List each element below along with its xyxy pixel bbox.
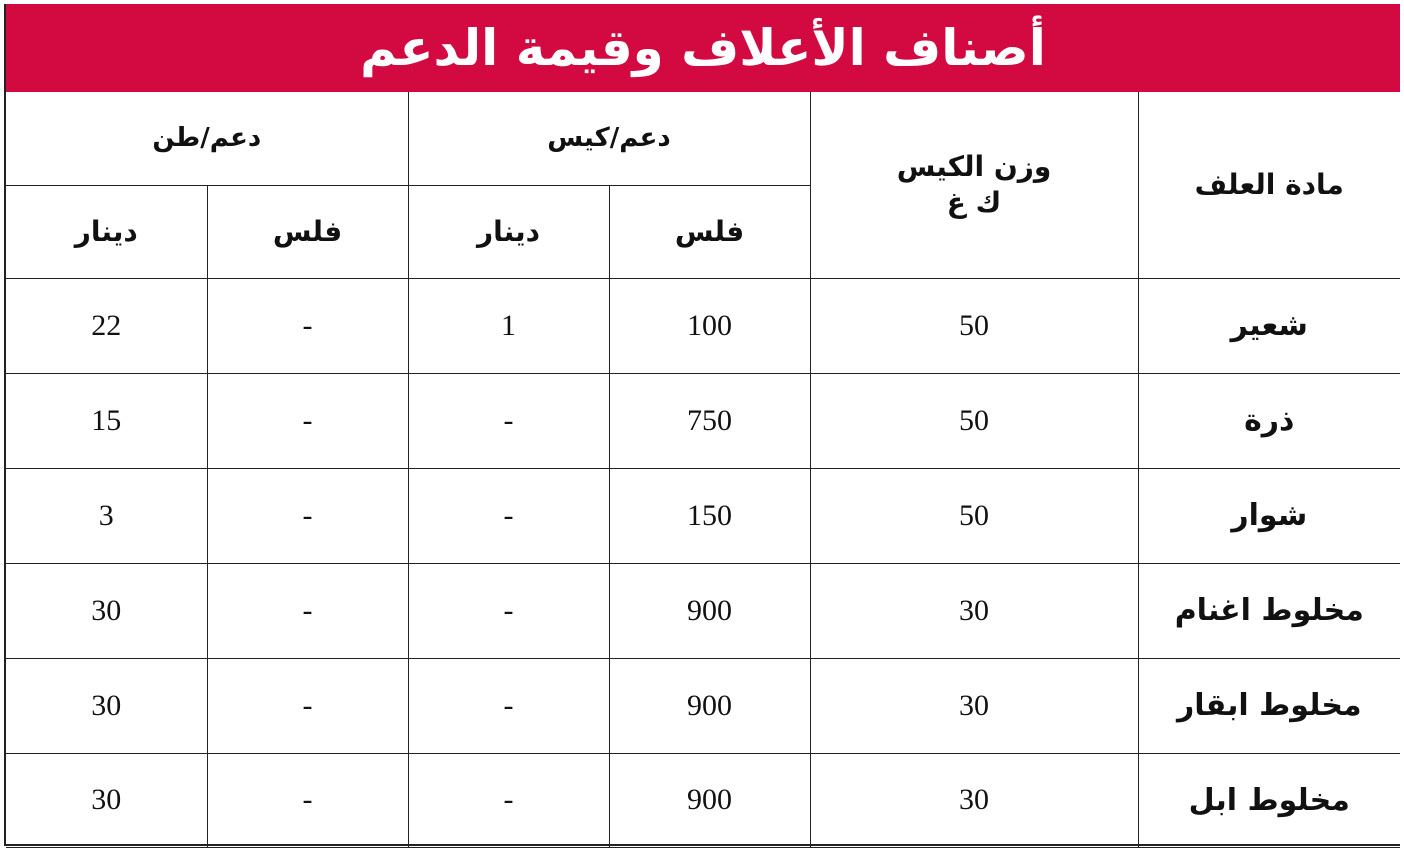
table-row [6,658,1400,753]
cell-ton-dinar: 30 [6,753,207,847]
cell-feed-name: مخلوط ابل [1138,753,1400,847]
header-row-top [6,92,1400,185]
cell-weight: 50 [810,373,1138,468]
cell-feed-name: مخلوط ابقار [1138,658,1400,753]
table-row [6,278,1400,373]
cell-bag-dinar: - [408,373,609,468]
cell-bag-dinar: - [408,563,609,658]
cell-ton-dinar: 3 [6,468,207,563]
header-bag-weight-unit: ك غ [946,185,1002,219]
header-bag-dinar: دينار [408,185,609,278]
cell-feed-name: شعير [1138,278,1400,373]
table-row [6,468,1400,563]
feed-support-table-document [4,4,1400,846]
cell-feed-name: شوار [1138,468,1400,563]
cell-weight: 50 [810,278,1138,373]
feed-support-table [6,92,1400,848]
cell-bag-fils: 150 [609,468,810,563]
cell-feed-name: ذرة [1138,373,1400,468]
cell-ton-dinar: 15 [6,373,207,468]
page-title: أصناف الأعلاف وقيمة الدعم [360,19,1046,77]
table-row [6,373,1400,468]
cell-bag-fils: 900 [609,753,810,847]
cell-weight: 30 [810,563,1138,658]
cell-bag-fils: 900 [609,563,810,658]
cell-bag-dinar: - [408,468,609,563]
cell-bag-dinar: 1 [408,278,609,373]
header-support-per-ton: دعم/طن [6,92,408,185]
cell-feed-name: مخلوط اغنام [1138,563,1400,658]
cell-bag-fils: 750 [609,373,810,468]
cell-weight: 50 [810,468,1138,563]
cell-ton-fils: - [207,468,408,563]
cell-ton-fils: - [207,658,408,753]
cell-ton-fils: - [207,753,408,847]
cell-ton-dinar: 30 [6,563,207,658]
header-support-per-bag: دعم/كيس [408,92,810,185]
cell-bag-dinar: - [408,753,609,847]
cell-weight: 30 [810,658,1138,753]
table-row [6,563,1400,658]
header-bag-weight [810,92,1138,278]
cell-ton-fils: - [207,373,408,468]
header-bag-weight-label: وزن الكيس [896,149,1052,183]
cell-weight: 30 [810,753,1138,847]
cell-bag-fils: 100 [609,278,810,373]
header-feed-material: مادة العلف [1138,92,1400,278]
cell-ton-dinar: 22 [6,278,207,373]
table-row [6,753,1400,847]
cell-bag-dinar: - [408,658,609,753]
header-ton-dinar: دينار [6,185,207,278]
title-bar [6,4,1400,92]
header-bag-fils: فلس [609,185,810,278]
cell-ton-fils: - [207,563,408,658]
cell-ton-dinar: 30 [6,658,207,753]
header-ton-fils: فلس [207,185,408,278]
cell-ton-fils: - [207,278,408,373]
cell-bag-fils: 900 [609,658,810,753]
